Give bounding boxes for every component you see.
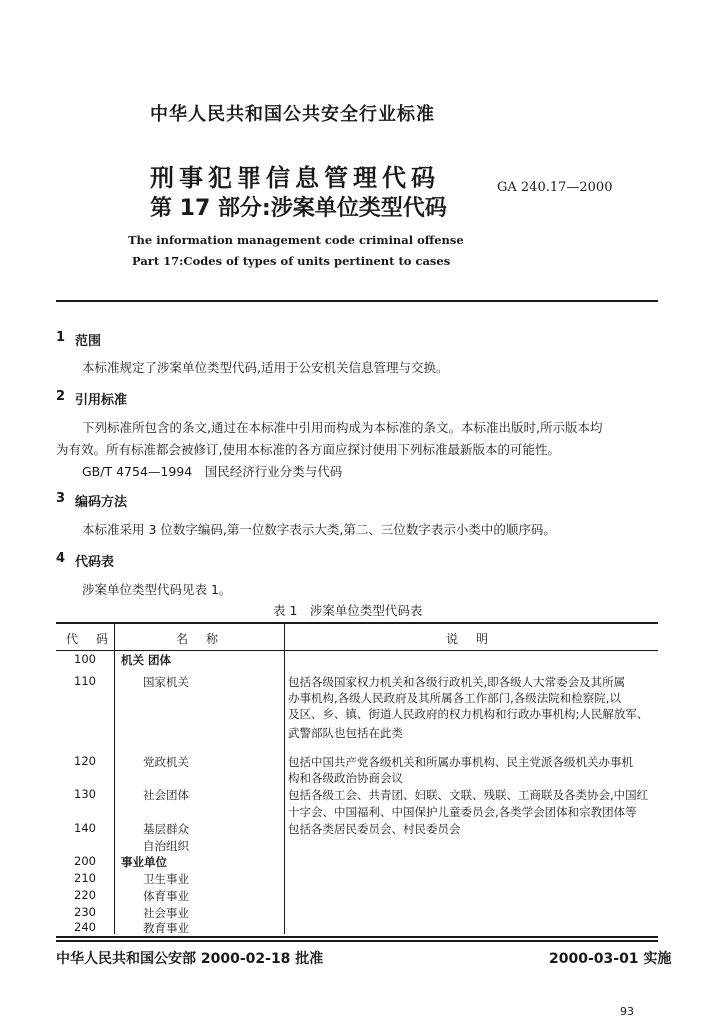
section-2-text-line-1: 下列标准所包含的条文,通过在本标准中引用而构成为本标准的条文。本标准出版时,所示版本均 xyxy=(82,420,603,435)
header-divider xyxy=(56,300,658,302)
document-subtitle: 第 17 部分:涉案单位类型代码 xyxy=(150,196,447,221)
page-number: 93 xyxy=(620,1005,634,1018)
table-row-code: 210 xyxy=(74,871,96,885)
table-header-name: 名称 xyxy=(176,632,237,646)
table-row-note: 包括中国共产党各级机关和所属办事机构、民主党派各级机关办事机 xyxy=(288,755,633,769)
table-row-code: 240 xyxy=(74,920,96,934)
table-row-name: 社会团体 xyxy=(143,788,189,802)
table-row-code: 230 xyxy=(74,905,96,919)
table-row-note: 包括各类居民委员会、村民委员会 xyxy=(288,822,461,836)
table-row-code: 120 xyxy=(74,754,96,768)
standard-code: GA 240.17—2000 xyxy=(497,180,613,195)
section-3-title: 编码方法 xyxy=(75,495,128,510)
section-1-number: 1 xyxy=(56,330,66,345)
table-row-note: 构和各级政治协商会议 xyxy=(288,771,403,785)
table-row-name: 体育事业 xyxy=(143,889,189,903)
table-column-divider xyxy=(284,624,285,934)
table-row-name: 卫生事业 xyxy=(143,872,189,886)
document-title: 刑事犯罪信息管理代码 xyxy=(150,164,440,192)
section-2-title: 引用标准 xyxy=(75,393,128,408)
english-title: The information management code criminal offense xyxy=(128,233,464,247)
section-4-title: 代码表 xyxy=(75,555,115,570)
table-row-name: 机关 团体 xyxy=(121,653,172,667)
approval-line: 中华人民共和国公安部 2000-02-18 批准 xyxy=(56,951,324,967)
section-3-number: 3 xyxy=(56,491,66,506)
table-row-name: 教育事业 xyxy=(143,921,189,935)
table-header-code: 代码 xyxy=(66,632,127,646)
table-header-divider xyxy=(56,650,658,651)
table-row-name: 国家机关 xyxy=(143,675,189,689)
code-table xyxy=(56,622,658,938)
table-row-note: 包括各级工会、共青团、妇联、文联、残联、工商联及各类协会,中国红 xyxy=(288,788,649,802)
table-row-note: 办事机构,各级人民政府及其所属各工作部门,各级法院和检察院,以 xyxy=(288,691,621,705)
footer-divider xyxy=(56,940,658,942)
table-row-name: 自治组织 xyxy=(143,839,189,853)
section-3-text: 本标准采用 3 位数字编码,第一位数字表示大类,第二、三位数字表示小类中的顺序码。 xyxy=(82,522,556,537)
table-row-name: 事业单位 xyxy=(121,855,167,869)
section-2-number: 2 xyxy=(56,389,66,404)
table-row-code: 140 xyxy=(74,821,96,835)
english-subtitle: Part 17:Codes of types of units pertinent to cases xyxy=(132,254,451,268)
table-row-note: 武警部队也包括在此类 xyxy=(288,726,403,740)
section-1-title: 范围 xyxy=(75,334,102,349)
table-row-code: 220 xyxy=(74,888,96,902)
table-row-code: 110 xyxy=(74,674,96,688)
section-2-text-line-2: 为有效。所有标准都会被修订,使用本标准的各方面应探讨使用下列标准最新版本的可能性。 xyxy=(56,442,560,457)
table-row-note: 十字会、中国福利、中国保护儿童委员会,各类学会团体和宗教团体等 xyxy=(288,805,637,819)
table-row-code: 200 xyxy=(74,854,96,868)
table-row-note: 及区、乡、镇、街道人民政府的权力机构和行政办事机构;人民解放军、 xyxy=(288,707,649,721)
table-row-name: 党政机关 xyxy=(143,755,189,769)
section-4-text: 涉案单位类型代码见表 1。 xyxy=(82,582,232,597)
effective-date: 2000-03-01 实施 xyxy=(549,951,672,967)
table-row-code: 100 xyxy=(74,652,96,666)
table-header-note: 说明 xyxy=(446,632,507,646)
section-1-text: 本标准规定了涉案单位类型代码,适用于公安机关信息管理与交换。 xyxy=(82,360,449,375)
section-4-number: 4 xyxy=(56,551,66,566)
section-2-reference: GB/T 4754—1994 国民经济行业分类与代码 xyxy=(82,464,343,479)
table-row-name: 社会事业 xyxy=(143,906,189,920)
standard-body-heading: 中华人民共和国公共安全行业标准 xyxy=(150,104,435,125)
table-row-code: 130 xyxy=(74,787,96,801)
table-caption: 表 1 涉案单位类型代码表 xyxy=(273,603,423,618)
table-row-name: 基层群众 xyxy=(143,822,189,836)
table-column-divider xyxy=(114,624,115,934)
table-row-note: 包括各级国家权力机关和各级行政机关,即各级人大常委会及其所属 xyxy=(288,675,626,689)
